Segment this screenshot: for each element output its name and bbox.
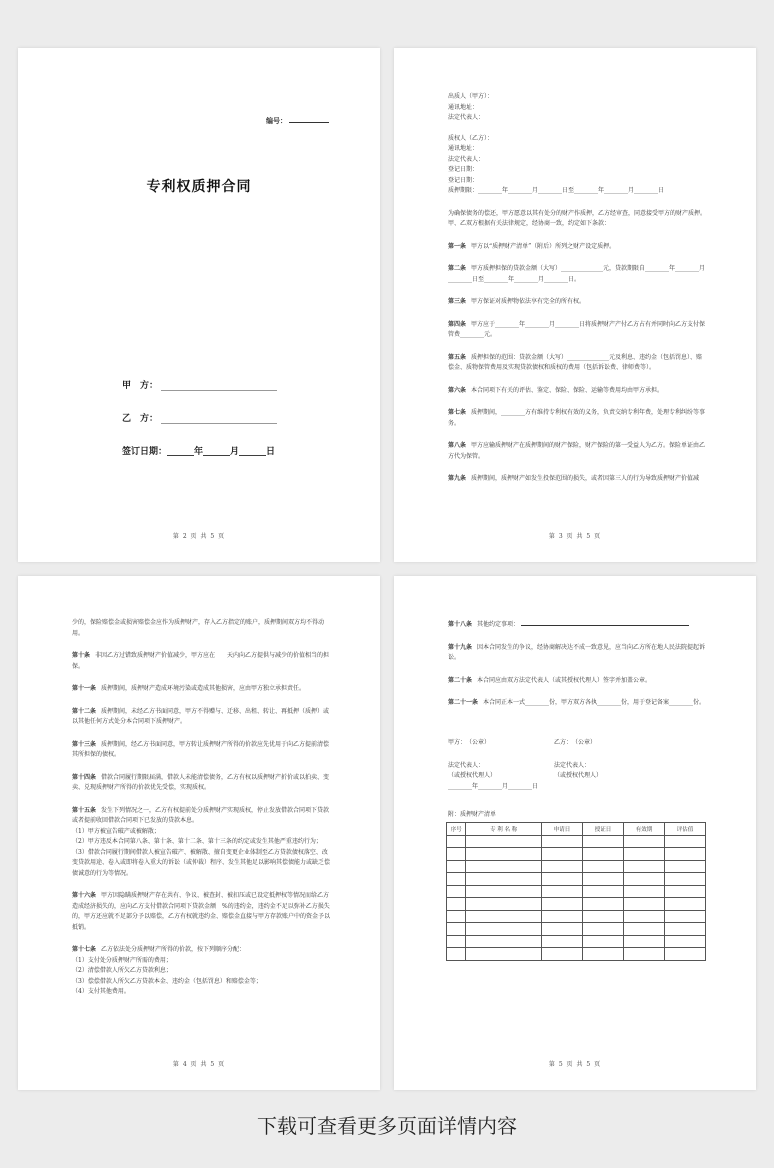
- pledge-term-line: 质押期限：________年________月________日至________年________月________日: [448, 187, 665, 194]
- article: [448, 264, 706, 285]
- party-a-row: [122, 378, 277, 391]
- table-header-cell: 评估值: [664, 823, 705, 836]
- table-row: [447, 948, 706, 961]
- article-text: 乙方依法处分质押财产所得的价款，按下列顺序分配：: [101, 946, 246, 953]
- contract-title: 专利权质押合同: [146, 179, 252, 195]
- article-text: 甲方应于________年________月________日将质押财产产付乙方占有并同时向乙方支付保管费________元。: [448, 320, 706, 338]
- table-cell: [541, 948, 582, 961]
- article-text: 甲方质押担保的贷款金额（大写）______________元，贷款期限自________年________月________日至________年________月________日。: [448, 265, 706, 283]
- signature-party-b: [554, 738, 664, 782]
- table-cell: [664, 860, 705, 873]
- article-text: 本合同正本一式________份，甲方双方各执________份，用于登记备案________份。: [483, 699, 706, 706]
- table-row: [447, 835, 706, 848]
- article-text: 质押担保的范围：贷款金额（大写）______________元及利息、违约金（包括罚息）、赔偿金、质物保管费用及实现贷款债权和质权的费用（包括诉讼费、律师费等）。: [448, 353, 703, 371]
- article-heading: 第二条: [448, 265, 467, 272]
- article-heading: 第十五条: [72, 806, 97, 814]
- article-text: 质押期间，未经乙方书面同意，甲方不得赠与、迁移、出租、转让、再抵押（质押）或以其他任何方式处分本合同项下质押财产。: [72, 707, 330, 725]
- article: [448, 242, 706, 253]
- table-cell: [664, 898, 705, 911]
- table-cell: [623, 898, 664, 911]
- rep-label-b: 法定代表人：: [554, 761, 591, 769]
- table-cell: [541, 910, 582, 923]
- intro-paragraph: 为确保债务的偿还，甲方愿意以其有处分的财产作质押，乙方经审查，同意接受甲方的财产质押。甲、乙双方根据有关法律规定，经协商一致，约定如下条款：: [448, 209, 707, 227]
- table-cell: [664, 910, 705, 923]
- page-2: [18, 48, 380, 562]
- page-number: 第 3 页 共 5 页: [548, 533, 602, 540]
- table-cell: [623, 935, 664, 948]
- table-cell: [447, 923, 466, 936]
- pledgor-line: 出质人（甲方）：: [448, 93, 494, 100]
- seal-label-b: 乙方： （公章）: [554, 739, 597, 746]
- article: [448, 698, 706, 709]
- table-row: [447, 935, 706, 948]
- seal-label-a: 甲方： （公章）: [448, 739, 491, 746]
- article-text: 发生下列情况之一，乙方有权提前处分质押财产实现质权，停止发放借款合同项下贷款或者提前收回借款合同项下已发放的贷款本息。: [72, 806, 330, 824]
- article-heading: 第四条: [448, 320, 467, 328]
- table-cell: [582, 898, 623, 911]
- table-cell: [582, 873, 623, 886]
- table-header-cell: 有效期: [623, 823, 664, 836]
- table-cell: [664, 923, 705, 936]
- page-number: 第 2 页 共 5 页: [172, 533, 226, 540]
- table-cell: [447, 910, 466, 923]
- article-heading: 第三条: [448, 298, 467, 305]
- table-cell: [447, 835, 466, 848]
- list-item: （2）甲方违反本合同第八条、第十条、第十二条、第十三条的约定或发生其他严重违约行为；: [72, 838, 322, 845]
- party-b-blank: [161, 423, 277, 424]
- page-3-body: [448, 92, 706, 485]
- table-row: [447, 923, 706, 936]
- table-cell: [664, 948, 705, 961]
- table-cell: [623, 860, 664, 873]
- table-header-cell: 授证日: [582, 823, 623, 836]
- table-row: [447, 860, 706, 873]
- article-heading: 第十八条: [448, 621, 473, 628]
- article: [448, 441, 706, 462]
- table-cell: [664, 873, 705, 886]
- signature-party-a: [448, 738, 558, 792]
- article-heading: 第十二条: [72, 707, 97, 715]
- party-a-blank: [161, 390, 277, 391]
- table-cell: [623, 835, 664, 848]
- article: [448, 643, 706, 664]
- article-text: 借款合同履行期限届满，借款人未能清偿债务，乙方有权以质押财产折价或以拍卖、变卖、兑现质押财产所得的价款优先受偿，实现质权。: [72, 773, 330, 791]
- party-a-label: 甲 方：: [122, 381, 159, 391]
- table-cell: [447, 860, 466, 873]
- article-heading: 第八条: [448, 442, 467, 449]
- contract-number-label: 编号：: [266, 116, 287, 125]
- article: [448, 353, 706, 374]
- table-cell: [541, 860, 582, 873]
- article: [448, 320, 706, 341]
- article-text: 质押期间，质押财产造成环境污染或造成其他损害，应由甲方独立承担责任。: [101, 685, 306, 692]
- page-5: [394, 576, 756, 1090]
- article: [72, 707, 330, 728]
- continued-text: 少的，保险赔偿金或损害赔偿金应作为质押财产，存入乙方指定的账户，质押期间双方均不得动用。: [72, 619, 325, 637]
- article-heading: 第七条: [448, 409, 467, 416]
- table-cell: [623, 885, 664, 898]
- table-header-cell: 专 利 名 称: [466, 823, 542, 836]
- table-cell: [466, 948, 542, 961]
- list-item: （2）清偿借款人所欠乙方贷款利息；: [72, 967, 172, 974]
- article-text: 甲方应输质押财产在质押期间的财产保险，财产保险的第一受益人为乙方。保险单证由乙方代为保管。: [448, 442, 706, 460]
- table-cell: [664, 935, 705, 948]
- table-row: [447, 848, 706, 861]
- table-cell: [623, 923, 664, 936]
- article: [448, 676, 706, 687]
- article-heading: 第十九条: [448, 643, 473, 651]
- table-cell: [466, 923, 542, 936]
- table-cell: [541, 885, 582, 898]
- article: [72, 806, 330, 827]
- table-cell: [466, 910, 542, 923]
- article-text: 甲方以“质押财产清单”（附后）所列之财产设定质押。: [471, 242, 616, 250]
- sign-date: 签订日期：______年______月______日: [122, 447, 276, 457]
- list-item: （3）偿偿借款人所欠乙方贷款本金、违约金（包括罚息）和赔偿金等；: [72, 977, 262, 985]
- table-row: [447, 910, 706, 923]
- article-heading: 第六条: [448, 386, 467, 394]
- rep-label-a: 法定代表人：: [448, 761, 485, 769]
- table-cell: [664, 848, 705, 861]
- article-heading: 第二十条: [448, 676, 473, 684]
- page-3: [394, 48, 756, 562]
- list-item: （4）支付其他费用。: [72, 988, 130, 995]
- table-cell: [466, 835, 542, 848]
- table-cell: [582, 848, 623, 861]
- article-text: 质押期间，经乙方书面同意，甲方转让质押财产所得的价款应先优用于向乙方提前清偿其所担保的债权。: [72, 740, 330, 758]
- page-5-body: [448, 620, 706, 709]
- table-cell: [582, 935, 623, 948]
- table-cell: [466, 885, 542, 898]
- page-number: 第 4 页 共 5 页: [172, 1061, 226, 1068]
- table-cell: [623, 910, 664, 923]
- table-cell: [466, 860, 542, 873]
- pledgee-rep-line: 法定代表人：: [448, 155, 485, 163]
- registration-date-line: 登记日期：: [448, 176, 479, 184]
- article-text: 其他约定事项：: [477, 621, 520, 628]
- table-header-cell: 申请日: [541, 823, 582, 836]
- article: [72, 773, 330, 794]
- table-cell: [623, 873, 664, 886]
- page-4-body: [72, 618, 330, 998]
- party-b-row: [122, 411, 277, 424]
- article-text: 本合同应由双方法定代表人（或其授权代理人）签字并加盖公章。: [477, 676, 652, 684]
- article: [448, 474, 706, 485]
- article: [72, 945, 330, 956]
- table-cell: [582, 923, 623, 936]
- table-cell: [541, 873, 582, 886]
- article: [72, 891, 330, 933]
- article-heading: 第十七条: [72, 946, 97, 953]
- article: [448, 620, 706, 631]
- article: [72, 651, 330, 672]
- table-cell: [447, 898, 466, 911]
- pledgee-address-line: 通讯地址：: [448, 145, 479, 152]
- article-text: 本合同项下有关的评估、鉴定、保险、保险、运输等费用均由甲方承担。: [471, 386, 664, 394]
- table-cell: [447, 948, 466, 961]
- article-heading: 第二十一条: [448, 699, 479, 706]
- pledge-property-table: [446, 822, 706, 961]
- article-heading: 第十条: [72, 652, 91, 659]
- article: [72, 740, 330, 761]
- article: [448, 297, 706, 308]
- table-cell: [466, 873, 542, 886]
- table-cell: [582, 910, 623, 923]
- table-body: [447, 835, 706, 960]
- sign-date-line: ________年________月________日: [448, 782, 539, 790]
- article-text: 质押期间，质押财产如发生投保范围的损失，或者因第三人的行为导致质押财产价值减: [471, 475, 700, 482]
- table-cell: [466, 935, 542, 948]
- agent-label-a: （或授权代理人）: [448, 772, 497, 779]
- article-text: 因本合同发生的争议，经协商解决达不成一致意见，应当向乙方所在地人民法院提起诉讼。: [448, 643, 706, 661]
- table-cell: [664, 835, 705, 848]
- table-cell: [541, 923, 582, 936]
- table-row: [447, 898, 706, 911]
- article-heading: 第五条: [448, 353, 467, 361]
- list-title: 附：质押财产清单: [448, 811, 497, 818]
- table-row: [447, 873, 706, 886]
- table-cell: [447, 848, 466, 861]
- table-cell: [582, 948, 623, 961]
- table-cell: [582, 885, 623, 898]
- table-cell: [466, 898, 542, 911]
- pledgee-line: 质权人（乙方）：: [448, 134, 494, 142]
- list-item: （1）甲方被宣告破产或被解散；: [72, 827, 160, 835]
- article-heading: 第十六条: [72, 892, 97, 899]
- pledgor-address-line: 通讯地址：: [448, 103, 479, 111]
- table-cell: [664, 885, 705, 898]
- registration-date-line: 登记日期：: [448, 166, 479, 173]
- page-number: 第 5 页 共 5 页: [548, 1061, 602, 1068]
- article-heading: 第一条: [448, 242, 467, 250]
- table-header-row: [447, 823, 706, 836]
- article-text: 质押期间，________方有维持专利权有效的义务，负责交纳专利年费，处理专利纠纷等事务。: [448, 409, 706, 427]
- table-cell: [582, 835, 623, 848]
- list-item: （1）支付处分质押财产所需的费用；: [72, 956, 172, 964]
- table-cell: [447, 885, 466, 898]
- download-hint: 下载可查看更多页面详情内容: [257, 1114, 517, 1138]
- table-cell: [466, 848, 542, 861]
- table-cell: [447, 873, 466, 886]
- table-cell: [582, 860, 623, 873]
- article-text: 非因乙方过错致质押财产价值减少，甲方应在 天内向乙方提供与减少的价值相当的担保。: [72, 652, 330, 670]
- pledgor-rep-line: 法定代表人：: [448, 114, 485, 121]
- list-item: （3）借款合同履行期间借款人被宣告破产、被解散、擅自变更企业体制至乙方贷款债权落空、改变贷款用途、卷入或即将卷入重大的诉讼（或仲裁）程序、发生其他足以影响其偿债能力或缺乏偿债诚意的行为等情况。: [72, 848, 331, 877]
- contract-number-blank: [289, 122, 329, 123]
- table-cell: [541, 898, 582, 911]
- article: [448, 408, 706, 429]
- table-row: [447, 885, 706, 898]
- blank-line: [521, 625, 689, 626]
- table-cell: [541, 848, 582, 861]
- article: [448, 386, 706, 397]
- contract-number: [266, 116, 329, 126]
- article-heading: 第九条: [448, 475, 467, 482]
- article: [72, 684, 330, 695]
- table-cell: [541, 835, 582, 848]
- article-heading: 第十一条: [72, 685, 97, 692]
- table-cell: [541, 935, 582, 948]
- table-cell: [623, 848, 664, 861]
- article-heading: 第十四条: [72, 773, 97, 781]
- article-heading: 第十三条: [72, 740, 97, 748]
- article-text: 甲方保证对质押物依法享有完全的所有权。: [471, 298, 586, 305]
- party-b-label: 乙 方：: [122, 414, 159, 424]
- article-text: 甲方因隐瞒质押财产存在共有、争议、被查封、被扣压或已设定抵押权等情况而给乙方造成经济损失的，应向乙方支付借款合同项下贷款金额 %的违约金，违约金不足以弥补乙方损失的，甲方还应就不足部分予以赔偿，乙方有权就违约金、赔偿金直接与甲方存款账户中的资金予以抵销。: [72, 892, 331, 931]
- agent-label-b: （或授权代理人）: [554, 772, 603, 779]
- table-cell: [447, 935, 466, 948]
- page-4: [18, 576, 380, 1090]
- table-header-cell: 序号: [447, 823, 466, 836]
- table-cell: [623, 948, 664, 961]
